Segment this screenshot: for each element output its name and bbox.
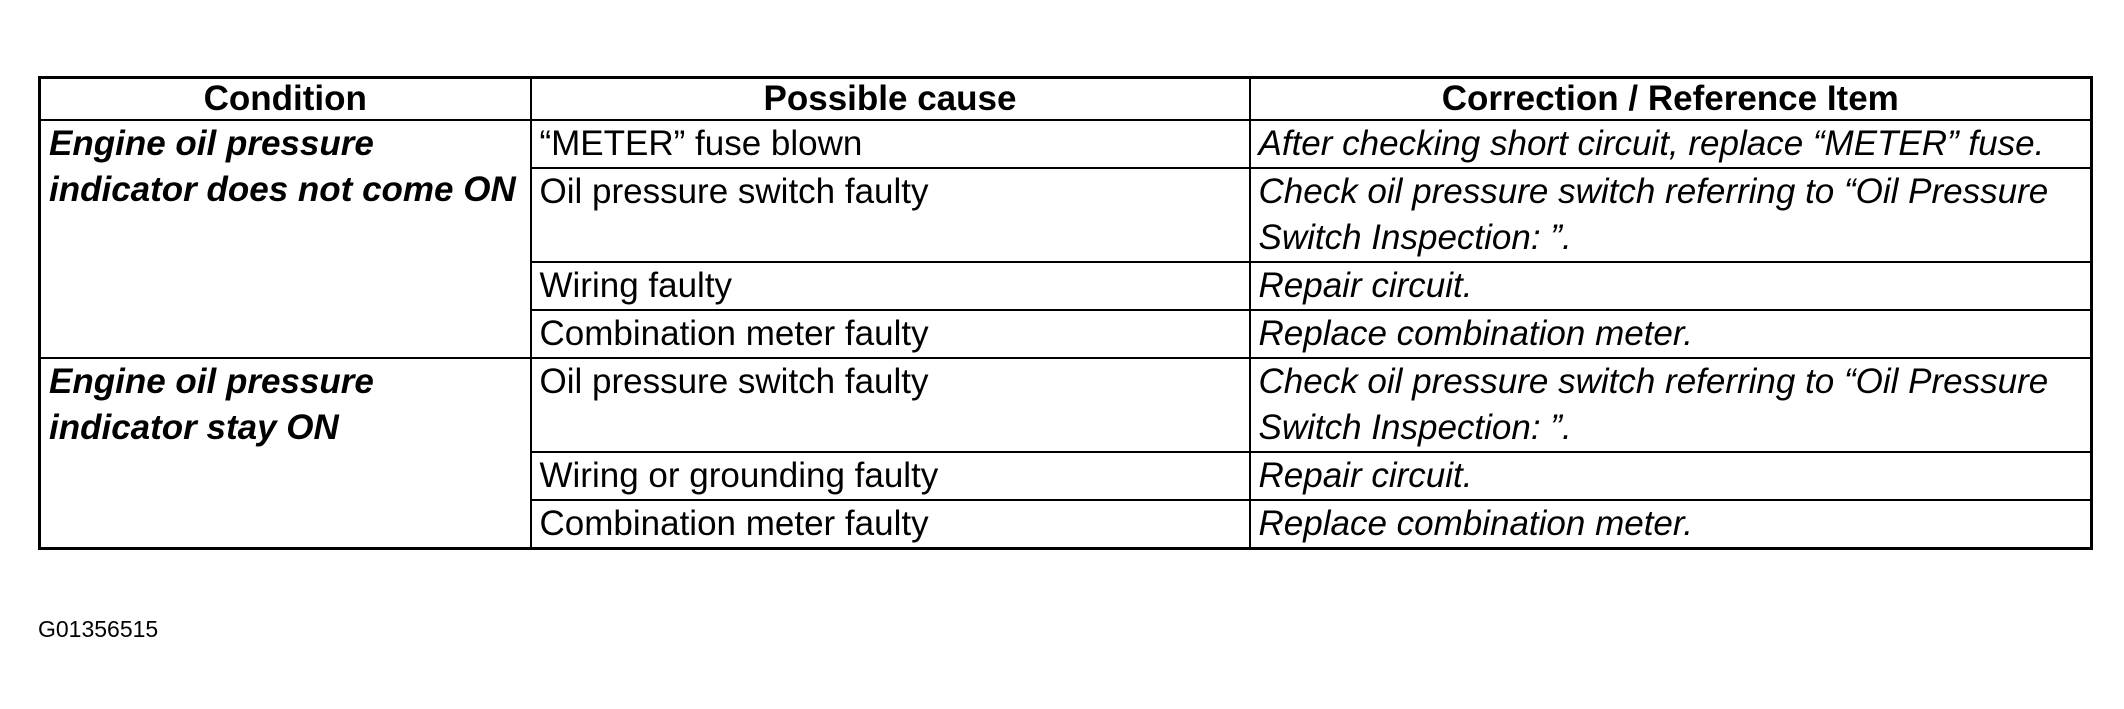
correction-cell: Repair circuit. (1250, 262, 2092, 310)
cause-cell: “METER” fuse blown (531, 120, 1250, 168)
cause-cell: Combination meter faulty (531, 310, 1250, 358)
cause-cell: Combination meter faulty (531, 500, 1250, 549)
condition-cell: Engine oil pressure indicator stay ON (40, 358, 531, 549)
table-row (40, 120, 2092, 168)
header-condition: Condition (40, 78, 531, 121)
cause-cell: Oil pressure switch faulty (531, 358, 1250, 452)
header-correction: Correction / Reference Item (1250, 78, 2092, 121)
table-header-row (40, 78, 2092, 121)
header-possible-cause: Possible cause (531, 78, 1250, 121)
cause-cell: Wiring faulty (531, 262, 1250, 310)
correction-cell: Replace combination meter. (1250, 310, 2092, 358)
cause-cell: Oil pressure switch faulty (531, 168, 1250, 262)
diagnosis-table (38, 76, 2093, 550)
condition-cell: Engine oil pressure indicator does not come ON (40, 120, 531, 358)
correction-cell: Check oil pressure switch referring to “Oil Pressure Switch Inspection: ”. (1250, 168, 2092, 262)
figure-id: G01356515 (38, 616, 159, 642)
cause-cell: Wiring or grounding faulty (531, 452, 1250, 500)
correction-cell: Check oil pressure switch referring to “Oil Pressure Switch Inspection: ”. (1250, 358, 2092, 452)
diagnosis-table-container (38, 76, 2090, 550)
correction-cell: Repair circuit. (1250, 452, 2092, 500)
correction-cell: After checking short circuit, replace “METER” fuse. (1250, 120, 2092, 168)
table-row (40, 358, 2092, 452)
correction-cell: Replace combination meter. (1250, 500, 2092, 549)
